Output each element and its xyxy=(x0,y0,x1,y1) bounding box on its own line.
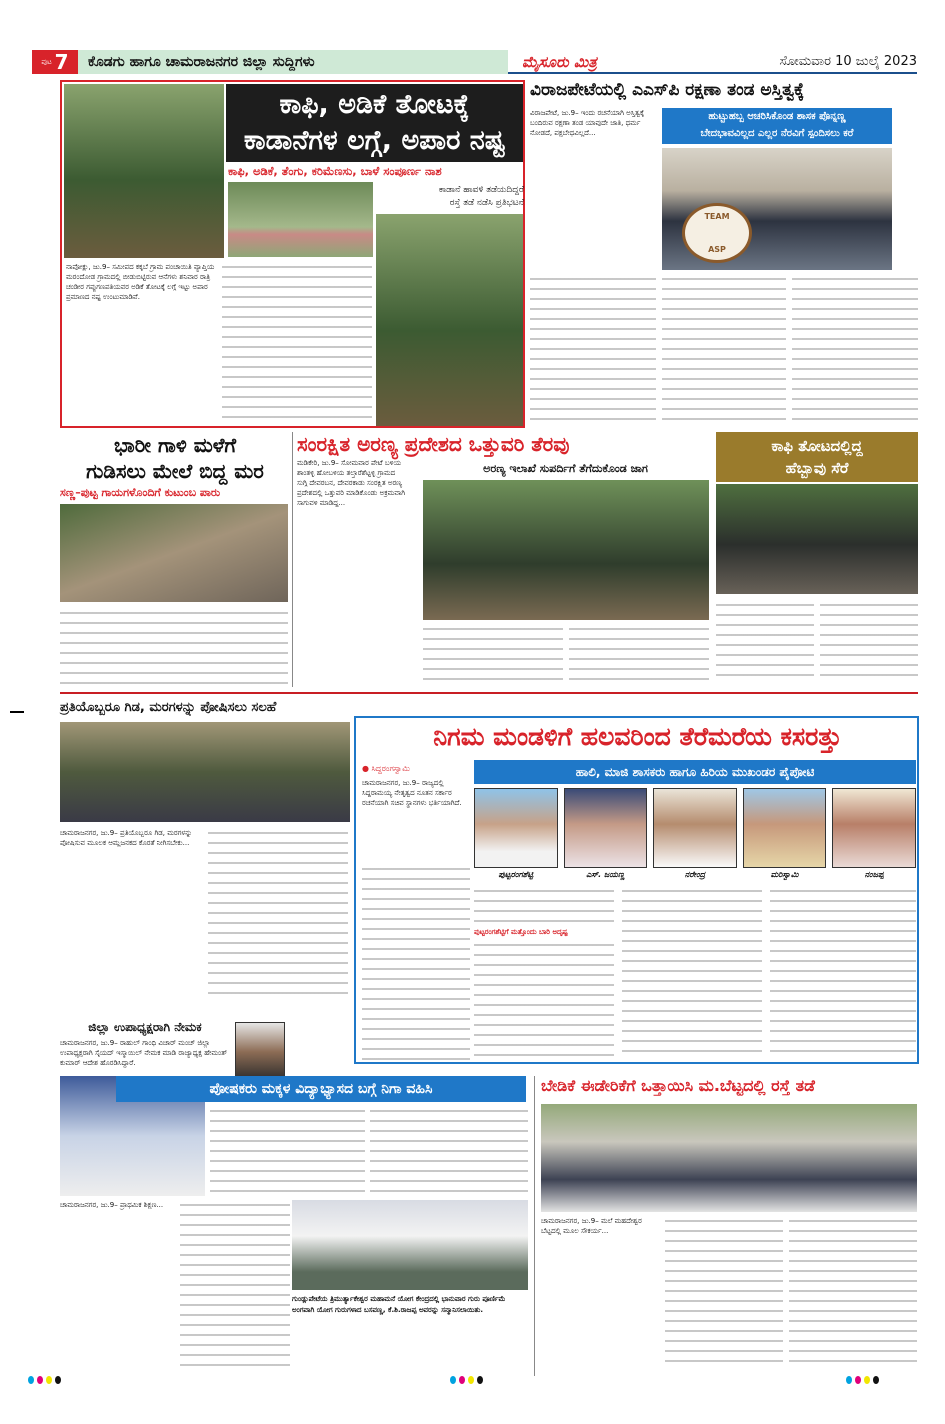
inline-subhead-corporation: ಪುಟ್ಟರಂಗಶೆಟ್ಟಿಗೆ ಮತ್ತೊಂದು ಬಾರಿ ಅದೃಷ್ಟ xyxy=(474,928,568,936)
portrait-4 xyxy=(743,788,827,868)
story-asp xyxy=(530,80,920,428)
section-title: ಕೊಡಗು ಹಾಗೂ ಚಾಮರಾಜನಗರ ಜಿಲ್ಲಾ ಸುದ್ದಿಗಳು xyxy=(78,50,508,74)
photo-uprooted-trees xyxy=(376,214,523,426)
body-education-col2 xyxy=(210,1106,365,1196)
page-number-badge xyxy=(32,50,78,74)
body-forest: ಮಡಿಕೇರಿ, ಜು.9– ಸೋಮವಾರ ಪೇಟೆ ಬಳಿಯ ಶಾಂತಳ್ಳಿ ಹೋಬಳಿಯ ತಲ್ತಾರೆಶೆಟ್ಟಳ್ಳಿ ಗ್ರಾಮದ ಸುಗ್ಗಿ ದೇವರಬನ, ದೇವರಕಾಡು ಸಂರಕ್ಷಿತ ಅರಣ್ಯ ಪ್ರದೇಶದಲ್ಲಿ ಒತ್ತುವರಿ ಮಾಡಿಕೊಂಡು ಅಕ್ರಮವಾಗಿ ಸಾಗುವಳಿ ಮಾಡಿದ್ದ... xyxy=(297,459,406,507)
page-label: ಪುಟ xyxy=(41,57,52,66)
photo-elephant-herd xyxy=(228,182,373,257)
photo-forest-officials xyxy=(423,480,709,620)
portrait-3 xyxy=(653,788,737,868)
paper-name: ಮೈಸೂರು ಮಿತ್ರ xyxy=(522,53,597,71)
story-tree-planting xyxy=(60,700,350,1000)
sidebar-elephant: ಕಾಡಾನೆ ಹಾವಳಿ ತಡೆಯದಿದ್ದರೆ ರಸ್ತೆ ತಡೆ ನಡೆಸಿ ಪ್ರತಿಭಟನೆ xyxy=(438,185,524,208)
portrait-caption: ಪುಟ್ಟರಂಗಶೆಟ್ಟಿ xyxy=(498,870,534,879)
body-asp-col1 xyxy=(530,274,656,424)
photo-yoga-centre xyxy=(292,1200,528,1290)
body-protest-col2 xyxy=(665,1216,783,1366)
body-forest-col3 xyxy=(569,624,709,684)
subhead-elephant: ಕಾಫಿ, ಅಡಿಕೆ, ತೆಂಗು, ಕರಿಮೆಣಸು, ಬಾಳೆ ಸಂಪೂರ್ಣ ನಾಶ xyxy=(228,164,442,178)
story-tree xyxy=(60,432,290,687)
body-asp-col2 xyxy=(662,274,786,424)
photo-protest xyxy=(541,1104,917,1212)
story-snake xyxy=(716,432,918,687)
headline-tree-planting: ಪ್ರತಿಯೊಬ್ಬರೂ ಗಿಡ, ಮರಗಳನ್ನು ಪೋಷಿಸಲು ಸಲಹೆ xyxy=(60,700,277,715)
portrait-caption: ಎಸ್. ಜಯಣ್ಣ xyxy=(586,870,625,879)
body-education-col1b xyxy=(180,1200,290,1370)
body-corporation-col1 xyxy=(362,864,470,1060)
caption-yoga-centre: ಗುಂಡ್ಲುಪೇಟೆಯ ತ್ರಿಮುರ್ತ್ಯಾಕೇಶ್ವರ ಮಹಾಮನೆ ಯೋಗ ಕೇಂದ್ರದಲ್ಲಿ ಭಾನುವಾರ ಗುರು ಪೂರ್ಣಿಮೆ ಅಂಗವಾಗಿ ಯೋಗ ಗುರುಗಳಾದ ಬಸವಣ್ಣ, ಕೆ.ಶಿ.ರಾಜಪ್ಪ ಅವರನ್ನು ಸನ್ಮಾನಿಸಲಾಯಿತು. xyxy=(292,1295,506,1314)
portrait-caption: ಮರಿಸ್ವಾಮಿ xyxy=(770,870,799,879)
headline-snake: ಕಾಫಿ ತೋಟದಲ್ಲಿದ್ದ ಹೆಬ್ಬಾವು ಸೆರೆ xyxy=(716,432,918,482)
byline-bullet-icon: ● xyxy=(362,764,369,773)
page-number: 7 xyxy=(54,50,69,74)
body-forest-col2 xyxy=(423,624,563,684)
registration-marks-left xyxy=(28,1376,61,1384)
headline-asp: ವಿರಾಜಪೇಟೆಯಲ್ಲಿ ಎಎಸ್‌ಪಿ ರಕ್ಷಣಾ ತಂಡ ಅಸ್ತಿತ್ವಕ್ಕೆ xyxy=(530,80,805,100)
team-asp-emblem: TEAM ASP xyxy=(682,203,752,263)
story-forest xyxy=(292,432,712,687)
headline-elephant: ಕಾಫಿ, ಅಡಿಕೆ ತೋಟಕ್ಕೆ ಕಾಡಾನೆಗಳ ಲಗ್ಗೆ, ಅಪಾರ ನಷ್ಟ xyxy=(226,84,523,162)
body-corporation-col2b xyxy=(474,940,614,1060)
byline: ● ಸಿದ್ದರಂಗಸ್ವಾಮಿ xyxy=(362,764,410,773)
portrait-caption: ನರೇಂದ್ರ xyxy=(684,870,706,879)
photo-damaged-plantation xyxy=(64,84,224,258)
body-snake-col2 xyxy=(820,600,918,684)
headline-tree: ಭಾರೀ ಗಾಳಿ ಮಳೆಗೆ ಗುಡಿಸಲು ಮೇಲೆ ಬಿದ್ದ ಮರ xyxy=(86,433,264,483)
body-tree xyxy=(60,608,288,686)
body-corporation: ಚಾಮರಾಜನಗರ, ಜು.9– ರಾಜ್ಯದಲ್ಲಿ ಸಿದ್ದರಾಮಯ್ಯ ನೇತೃತ್ವದ ನೂತನ ಸರ್ಕಾರ ರಚನೆಯಾಗಿ ಸಚಿವ ಸ್ಥಾನಗಳು ಭರ್ತಿಯಾಗಿದೆ. xyxy=(362,779,462,807)
issue-date: ಸೋಮವಾರ 10 ಜುಲೈ 2023 xyxy=(779,54,917,69)
body-education-col3 xyxy=(370,1106,528,1196)
body-elephant-col2 xyxy=(222,262,372,422)
photo-appointee xyxy=(235,1022,285,1082)
body-asp: ವಿರಾಜಪೇಟೆ, ಜು.9– ಇಂದು ರಚನೆಯಾಗಿ ಅಸ್ತಿತ್ವಕ್ಕೆ ಬಂದಿರುವ ರಕ್ಷಣಾ ತಂಡ ಯಾವುದೇ ಜಾತಿ, ಧರ್ಮ ನೋಡದೆ, ಪಕ್ಷಬೇಧವಿಲ್ಲದೆ... xyxy=(530,109,645,137)
photo-snake-rescue xyxy=(716,484,918,594)
masthead-rule xyxy=(508,72,917,74)
masthead xyxy=(32,50,917,74)
photo-tree-planting xyxy=(60,722,350,822)
body-snake-col1 xyxy=(716,600,814,684)
portrait-row xyxy=(474,788,916,868)
headline-protest: ಬೇಡಿಕೆ ಈಡೇರಿಕೆಗೆ ಒತ್ತಾಯಿಸಿ ಮ.ಬೆಟ್ಟದಲ್ಲಿ ರಸ್ತೆ ತಡೆ xyxy=(541,1076,815,1095)
section-divider xyxy=(60,692,918,694)
body-tree-planting: ಚಾಮರಾಜನಗರ, ಜು.9– ಪ್ರತಿಯೊಬ್ಬರೂ ಗಿಡ, ಮರಗಳನ್ನು ಪೋಷಿಸುವ ಮೂಲಕ ಆಮ್ಲಜನಕದ ಕೊರತೆ ನೀಗಿಸಬೇಕು... xyxy=(60,829,193,847)
body-corporation-col4 xyxy=(770,886,916,1060)
body-corporation-col2a xyxy=(474,886,614,926)
body-appointment: ಚಾಮರಾಜನಗರ, ಜು.9– ರಾಹುಲ್ ಗಾಂಧಿ ವಿಚಾರ್ ಮಂಚ್ ಜಿಲ್ಲಾ ಉಪಾಧ್ಯಕ್ಷರಾಗಿ ಸೈಯದ್ ಇಸ್ಮಾಯಿಲ್ ನೇಮಕ ಮಾಡಿ ರಾಜ್ಯಾಧ್ಯಕ್ಷ ಹೇಮಂತ್ ಕುಮಾರ್ ಆದೇಶ ಹೊರಡಿಸಿದ್ದಾರೆ. xyxy=(60,1039,228,1067)
story-protest xyxy=(534,1076,919,1376)
story-corporation xyxy=(354,716,919,1064)
portrait-2 xyxy=(564,788,648,868)
body-education: ಚಾಮರಾಜನಗರ, ಜು.9– ಪ್ರಾಥಮಿಕ ಶಿಕ್ಷಣ... xyxy=(60,1201,164,1209)
body-tree-planting-col2 xyxy=(208,828,348,998)
photo-fallen-tree xyxy=(60,504,288,602)
body-protest: ಚಾಮರಾಜನಗರ, ಜು.9– ಮಲೆ ಮಹದೇಶ್ವರ ಬೆಟ್ಟದಲ್ಲಿ ಮೂಲ ಸೌಕರ್ಯ... xyxy=(541,1217,642,1235)
body-elephant: ನಾಪೋಕ್ಲು, ಜು.9– ಸಮೀಪದ ಕಕ್ಕಬೆ ಗ್ರಾಮ ಪಂಚಾಯಿತಿ ವ್ಯಾಪ್ತಿಯ ಮರಂದೋಡ ಗ್ರಾಮದಲ್ಲಿ ಬೀಡುಬಿಟ್ಟಿರುವ ಆನೆಗಳು ಶನಿವಾರ ರಾತ್ರಿ ಚಂಡೀರ ಗಪ್ಪುಗಣಪತಿಯವರ ಅಡಿಕೆ ತೋಟಕ್ಕೆ ಲಗ್ಗೆ ಇಟ್ಟು ಅಪಾರ ಪ್ರಮಾಣದ ನಷ್ಟ ಉಂಟುಮಾಡಿವೆ. xyxy=(66,263,215,301)
portrait-caption: ನಂಜಪ್ಪ xyxy=(864,870,884,879)
body-protest-col3 xyxy=(789,1216,917,1366)
body-asp-col3 xyxy=(792,274,918,424)
portrait-5 xyxy=(832,788,916,868)
margin-mark xyxy=(10,711,24,713)
registration-marks-center xyxy=(450,1376,483,1384)
headline-forest: ಸಂರಕ್ಷಿತ ಅರಣ್ಯ ಪ್ರದೇಶದ ಒತ್ತುವರಿ ತೆರವು xyxy=(297,432,570,456)
subhead-corporation: ಹಾಲಿ, ಮಾಜಿ ಶಾಸಕರು ಹಾಗೂ ಹಿರಿಯ ಮುಖಂಡರ ಪೈಪೋಟಿ xyxy=(474,760,916,784)
story-elephant xyxy=(60,80,525,428)
headline-corporation: ನಿಗಮ ಮಂಡಳಿಗೆ ಹಲವರಿಂದ ತೆರೆಮರೆಯ ಕಸರತ್ತು xyxy=(433,722,842,751)
photo-asp-launch xyxy=(662,148,892,270)
story-education xyxy=(60,1076,530,1376)
headline-appointment: ಜಿಲ್ಲಾ ಉಪಾಧ್ಯಕ್ಷರಾಗಿ ನೇಮಕ xyxy=(88,1020,202,1034)
subhead-forest: ಅರಣ್ಯ ಇಲಾಖೆ ಸುಪರ್ದಿಗೆ ತೆಗೆದುಕೊಂಡ ಜಾಗ xyxy=(483,462,648,475)
registration-marks-right xyxy=(846,1376,879,1384)
subhead-tree: ಸಣ್ಣ–ಪುಟ್ಟ ಗಾಯಗಳೊಂದಿಗೆ ಕುಟುಂಬ ಪಾರು xyxy=(60,486,221,499)
headline-education: ಪೋಷಕರು ಮಕ್ಕಳ ವಿದ್ಯಾಭ್ಯಾಸದ ಬಗ್ಗೆ ನಿಗಾ ವಹಿಸಿ xyxy=(116,1076,526,1102)
body-corporation-col3 xyxy=(622,886,762,1060)
portrait-captions xyxy=(474,870,916,880)
subhead-asp: ಹುಟ್ಟುಹಬ್ಬ ಆಚರಿಸಿಕೊಂಡ ಶಾಸಕ ಪೊನ್ನಣ್ಣ ಬೇದಭಾವವಿಲ್ಲದ ಎಲ್ಲರ ನೆರವಿಗೆ ಸ್ಪಂದಿಸಲು ಕರೆ xyxy=(662,108,892,144)
portrait-1 xyxy=(474,788,558,868)
